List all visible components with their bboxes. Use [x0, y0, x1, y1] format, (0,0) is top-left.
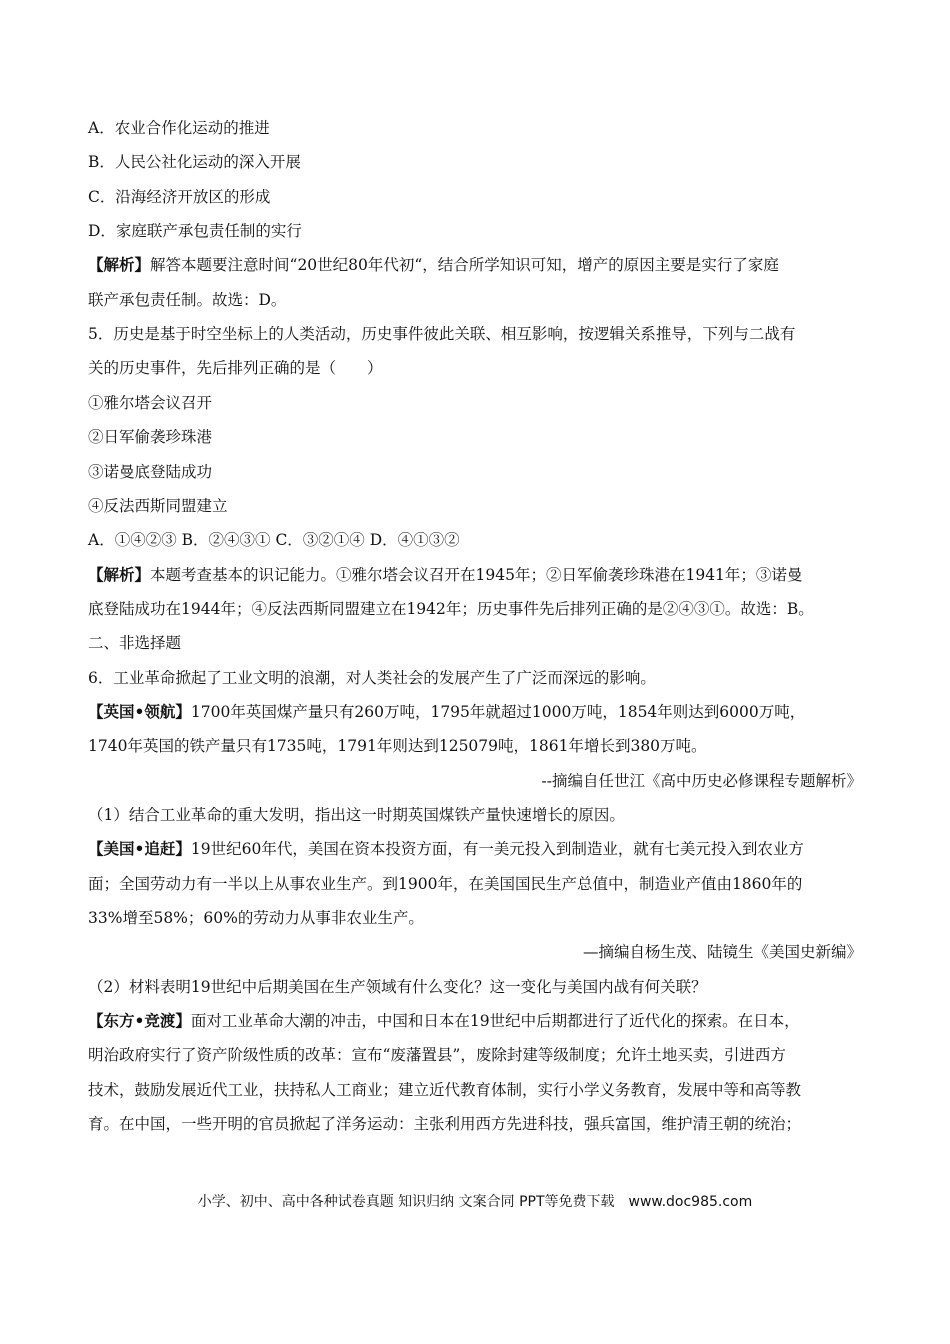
line-text: 育。在中国，一些开明的官员掀起了洋务运动：主张利用西方先进科技，强兵富国，维护清王朝的统治；	[88, 1115, 802, 1134]
line-text: ④反法西斯同盟建立	[88, 496, 228, 515]
section-tag: 【解析】	[88, 564, 151, 584]
text-line	[88, 874, 868, 894]
text-line	[88, 805, 868, 825]
text-line	[88, 736, 868, 756]
text-line	[88, 290, 868, 310]
line-text: C．沿海经济开放区的形成	[88, 187, 271, 206]
line-text: 底登陆成功在1944年；④反法西斯同盟建立在1942年；历史事件先后排列正确的是②④③①。故选：B。	[88, 599, 814, 618]
text-line	[88, 324, 868, 344]
line-text: 关的历史事件，先后排列正确的是（ ）	[88, 359, 383, 378]
line-text: 联产承包责任制。故选：D。	[88, 290, 287, 309]
line-text: 明治政府实行了资产阶级性质的改革：宣布“废藩置县”，废除封建等级制度；允许土地买卖，引进西方	[88, 1046, 786, 1065]
line-text: 技术，鼓励发展近代工业，扶持私人工商业；建立近代教育体制，实行小学义务教育，发展中等和高等教	[88, 1080, 802, 1099]
text-line	[88, 668, 868, 688]
line-text: 33%增至58%；60%的劳动力从事非农业生产。	[88, 909, 424, 928]
line-text: D．家庭联产承包责任制的实行	[88, 222, 302, 241]
line-text: 5．历史是基于时空坐标上的人类活动，历史事件彼此关联、相互影响，按逻辑关系推导，下列与二战有	[88, 325, 796, 344]
text-line	[88, 255, 868, 275]
text-line	[88, 393, 868, 413]
line-text: 6．工业革命掀起了工业文明的浪潮，对人类社会的发展产生了广泛而深远的影响。	[88, 668, 656, 687]
text-line	[88, 152, 868, 172]
section-tag: 【东方•竞渡】	[88, 1011, 191, 1031]
section-tag: 【美国•追赶】	[88, 839, 191, 859]
text-line	[88, 1045, 868, 1065]
text-line	[88, 462, 868, 482]
text-line	[88, 839, 868, 859]
text-line	[88, 565, 868, 585]
line-text: 1700年英国煤产量只有260万吨，1795年就超过1000万吨，1854年则达到6000万吨，	[190, 702, 806, 721]
text-line	[88, 221, 868, 241]
text-line	[88, 633, 868, 653]
line-text: 1740年英国的铁产量只有1735吨，1791年则达到125079吨，1861年增长到380万吨。	[88, 737, 707, 756]
text-line	[88, 702, 868, 722]
section-tag: 【英国•领航】	[88, 701, 191, 721]
text-line	[88, 118, 868, 138]
line-text: 二、非选择题	[88, 634, 182, 653]
line-text: 本题考查基本的识记能力。①雅尔塔会议召开在1945年；②日军偷袭珍珠港在1941年；③诺曼	[150, 565, 803, 584]
line-text: ②日军偷袭珍珠港	[88, 428, 213, 447]
line-text: （1）结合工业革命的重大发明，指出这一时期英国煤铁产量快速增长的原因。	[88, 806, 625, 824]
line-text: 19世纪60年代，美国在资本投资方面，有一美元投入到制造业，就有七美元投入到农业方	[190, 840, 804, 859]
text-line	[82, 771, 862, 791]
line-text: B．人民公社化运动的深入开展	[88, 153, 301, 172]
line-text: A．农业合作化运动的推进	[88, 119, 270, 137]
line-text: 解答本题要注意时间“20世纪80年代初“，结合所学知识可知，增产的原因主要是实行了家庭	[150, 256, 779, 275]
line-text: 面对工业革命大潮的冲击，中国和日本在19世纪中后期都进行了近代化的探索。在日本，	[190, 1012, 800, 1031]
line-text: 面；全国劳动力有一半以上从事农业生产。到1900年，在美国国民生产总值中，制造业产值由1860年的	[88, 874, 803, 893]
line-text: （2）材料表明19世纪中后期美国在生产领域有什么变化？这一变化与美国内战有何关联？	[88, 977, 707, 996]
text-line	[88, 358, 868, 378]
page-footer: 小学、初中、高中各种试卷真题 知识归纳 文案合同 PPT等免费下载 www.doc985.com	[197, 1194, 753, 1210]
text-line	[88, 530, 868, 550]
text-line	[88, 977, 868, 997]
text-line	[88, 496, 868, 516]
text-line	[88, 1011, 868, 1031]
line-text: ①雅尔塔会议召开	[88, 393, 213, 412]
line-text: —摘编自杨生茂、陆镜生《美国史新编》	[582, 943, 862, 962]
text-line	[88, 1080, 868, 1100]
line-text: A．①④②③ B．②④③① C．③②①④ D．④①③②	[88, 531, 460, 550]
line-text: ③诺曼底登陆成功	[88, 462, 213, 481]
text-line	[88, 1114, 868, 1134]
section-tag: 【解析】	[88, 255, 151, 275]
line-text: --摘编自任世江《高中历史必修课程专题解析》	[541, 771, 862, 790]
text-line	[88, 599, 868, 619]
text-line	[88, 427, 868, 447]
text-line	[88, 908, 868, 928]
text-line	[82, 942, 862, 962]
text-line	[88, 187, 868, 207]
